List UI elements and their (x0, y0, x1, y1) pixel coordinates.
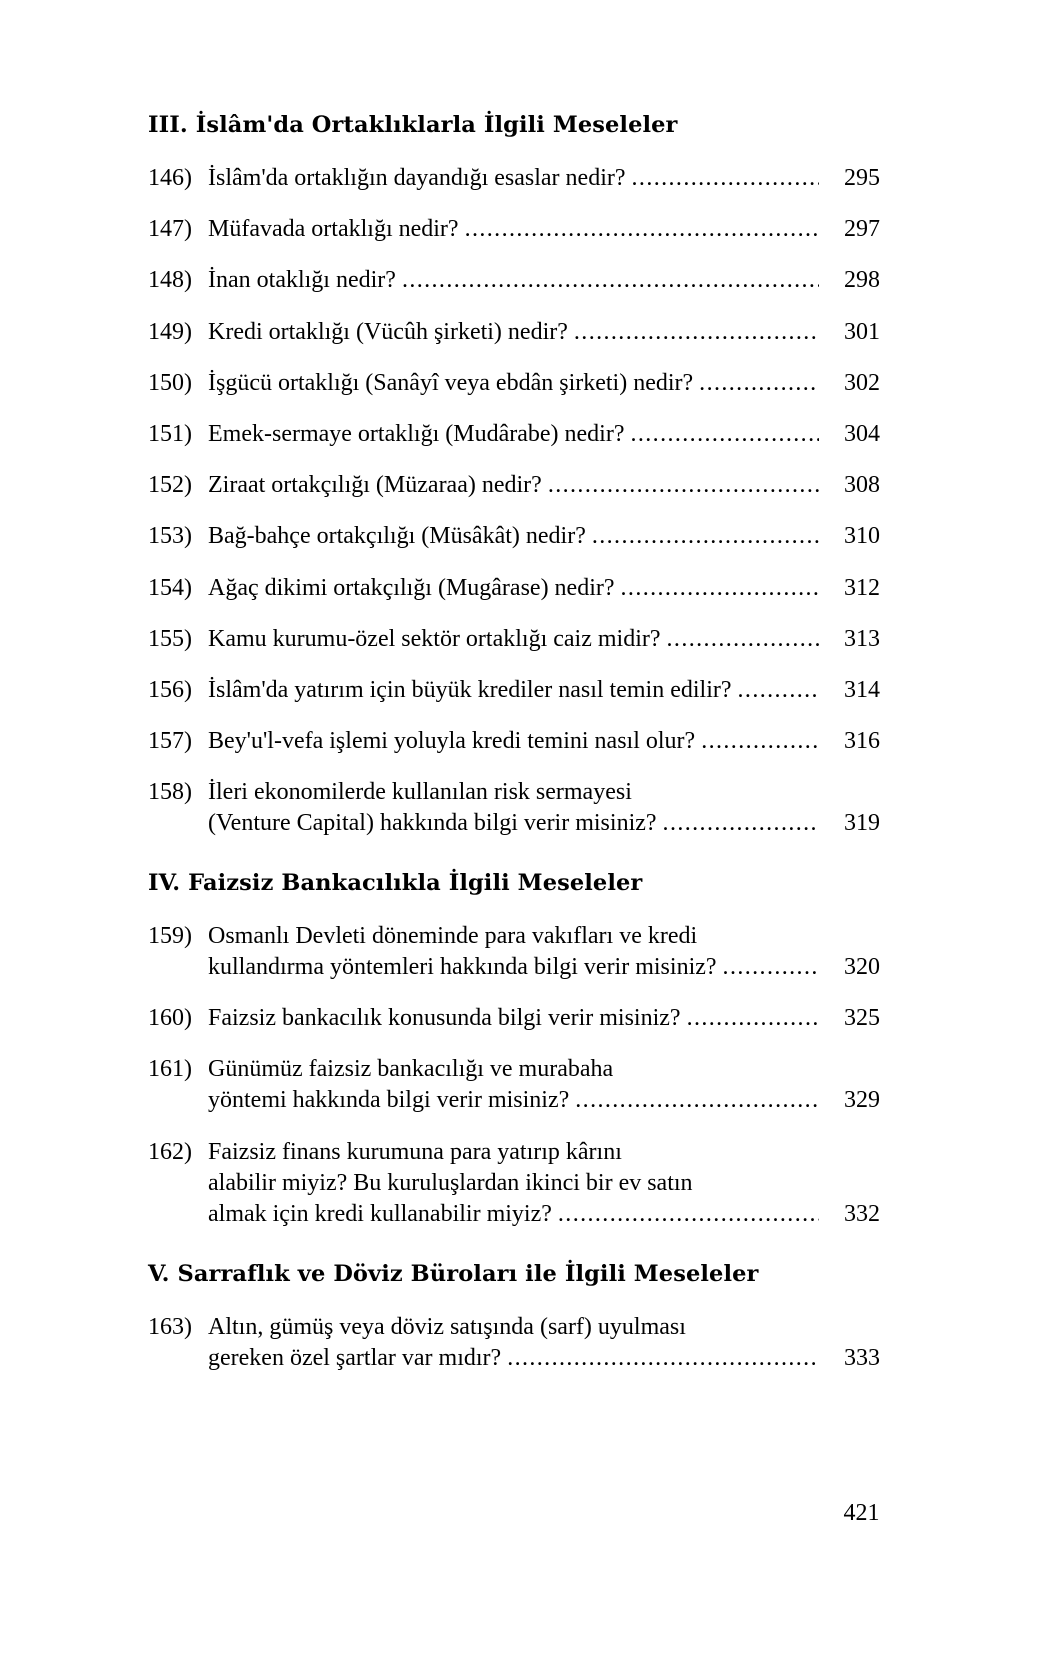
toc-page-number: 312 (844, 574, 880, 601)
section-heading: III. İslâm'da Ortaklıklarla İlgili Meseleler (148, 112, 678, 138)
toc-entry-text: Müfavada ortaklığı nedir? (208, 216, 459, 243)
leader-dots (626, 163, 819, 194)
toc-entry-text: İşgücü ortaklığı (Sanâyî veya ebdân şirketi) nedir? (208, 369, 694, 396)
toc-entry[interactable] (148, 317, 880, 348)
toc-entry-text: Bağ-bahçe ortakçılığı (Müsâkât) nedir? (208, 523, 586, 550)
toc-entry-line (208, 1168, 880, 1199)
leader-dots (615, 573, 819, 604)
toc-entry[interactable] (148, 1312, 880, 1374)
toc-entry-line (208, 265, 880, 296)
leader-dots (661, 624, 819, 655)
toc-entry-line (208, 1003, 880, 1034)
toc-entry-text: Ziraat ortakçılığı (Müzaraa) nedir? (208, 472, 542, 499)
toc-entry-number: 152) (148, 472, 192, 499)
toc-entry-line (208, 470, 880, 501)
toc-entry[interactable] (148, 214, 880, 245)
toc-entry-body (208, 265, 880, 296)
toc-entry-body (208, 521, 880, 552)
toc-entry-body (208, 726, 880, 757)
toc-entry-text: Günümüz faizsiz bankacılığı ve murabaha (208, 1056, 614, 1083)
leader-dots (568, 317, 819, 348)
toc-entry-line (208, 368, 880, 399)
toc-page-number: 304 (844, 420, 880, 447)
toc-entry-body (208, 368, 880, 399)
toc-page-number: 316 (844, 728, 880, 755)
leader-dots (552, 1199, 819, 1230)
toc-entry-line (208, 521, 880, 552)
toc-entry-text: almak için kredi kullanabilir miyiz? (208, 1200, 552, 1227)
toc-entry[interactable] (148, 675, 880, 706)
toc-entry-body (208, 1054, 880, 1116)
toc-entry[interactable] (148, 470, 880, 501)
toc-entry-number: 156) (148, 676, 192, 703)
toc-entry-body (208, 1003, 880, 1034)
toc-entry-line (208, 808, 880, 839)
leader-dots (732, 675, 819, 706)
toc-entry-number: 151) (148, 420, 192, 447)
toc-entry-text: Kamu kurumu-özel sektör ortaklığı caiz midir? (208, 625, 661, 652)
toc-entry-number: 162) (148, 1138, 192, 1165)
leader-dots (542, 470, 819, 501)
toc-entry[interactable] (148, 1003, 880, 1034)
toc-entry-line (208, 1085, 880, 1116)
toc-entry-text: kullandırma yöntemleri hakkında bilgi verir misiniz? (208, 953, 717, 980)
toc-entry-number: 155) (148, 625, 192, 652)
leader-dots (695, 726, 819, 757)
toc-entry-line (208, 317, 880, 348)
leader-dots (681, 1003, 819, 1034)
toc-entry-number: 148) (148, 267, 192, 294)
toc-entry-number: 146) (148, 165, 192, 191)
folio-value: 421 (843, 1500, 880, 1526)
section-heading: IV. Faizsiz Bankacılıkla İlgili Meseleler (148, 869, 643, 896)
toc-page-number: 332 (844, 1200, 880, 1227)
toc-page-number: 333 (844, 1345, 880, 1372)
toc-entry[interactable] (148, 163, 880, 194)
toc-page-number: 295 (844, 165, 880, 191)
toc-entry-line (208, 573, 880, 604)
toc-entry[interactable] (148, 368, 880, 399)
leader-dots (693, 368, 819, 399)
toc-entry-line (208, 952, 880, 983)
toc-entry-text: İnan otaklığı nedir? (208, 267, 396, 294)
toc-entry-body (208, 419, 880, 450)
toc-entry-line (208, 1137, 880, 1168)
toc-entry-body (208, 317, 880, 348)
toc-entry-number: 158) (148, 779, 192, 806)
toc-page-number: 320 (844, 953, 880, 980)
toc-entry-number: 147) (148, 216, 192, 243)
toc-entry-line (208, 921, 880, 952)
toc-entry[interactable] (148, 777, 880, 839)
toc-entry-line (208, 1199, 880, 1230)
leader-dots (569, 1085, 819, 1116)
toc-entry-body (208, 163, 880, 194)
toc-page-number: 298 (844, 267, 880, 294)
toc-entry-line (208, 1312, 880, 1343)
toc-entry[interactable] (148, 624, 880, 655)
toc-entry-text: (Venture Capital) hakkında bilgi verir misiniz? (208, 810, 657, 837)
toc-page-number: 302 (844, 369, 880, 396)
toc-entry-text: Altın, gümüş veya döviz satışında (sarf) uyulması (208, 1314, 686, 1341)
toc-entry-line (208, 726, 880, 757)
toc-entry-line (208, 675, 880, 706)
toc-entry-text: İleri ekonomilerde kullanılan risk sermayesi (208, 779, 632, 806)
toc-entry-number: 157) (148, 728, 192, 755)
toc-entry-line (208, 624, 880, 655)
toc-entry-body (208, 470, 880, 501)
toc-entry-number: 163) (148, 1314, 192, 1341)
toc-page-number: 325 (844, 1005, 880, 1031)
toc-entry-number: 153) (148, 523, 192, 550)
toc-entry-text: yöntemi hakkında bilgi verir misiniz? (208, 1087, 570, 1114)
toc-entry-line (208, 1343, 880, 1374)
leader-dots (396, 265, 819, 296)
toc-entry[interactable] (148, 419, 880, 450)
toc-entry[interactable] (148, 921, 880, 983)
toc-entry-line (208, 214, 880, 245)
toc-entry-line (208, 777, 880, 808)
toc-entry-body (208, 1137, 880, 1231)
toc-entry[interactable] (148, 1054, 880, 1116)
toc-entry-number: 159) (148, 922, 192, 949)
section-heading: V. Sarraflık ve Döviz Büroları ile İlgili Meseleler (148, 1261, 759, 1288)
toc-entry-body (208, 921, 880, 983)
toc-entry-number: 150) (148, 369, 192, 396)
toc-entry[interactable] (148, 726, 880, 757)
toc-entry-line (208, 419, 880, 450)
toc-entry-text: Emek-sermaye ortaklığı (Mudârabe) nedir? (208, 420, 625, 447)
leader-dots (624, 419, 819, 450)
leader-dots (586, 521, 819, 552)
leader-dots (501, 1343, 819, 1374)
toc-page-number: 297 (844, 216, 880, 243)
leader-dots (717, 952, 819, 983)
toc-page-number: 313 (844, 625, 880, 652)
toc-page-number: 310 (844, 523, 880, 550)
toc-page-number: 301 (844, 318, 880, 345)
toc-entry-text: Bey'u'l-vefa işlemi yoluyla kredi temini nasıl olur? (208, 728, 696, 755)
toc-entry-body (208, 1312, 880, 1374)
toc-entry-number: 154) (148, 574, 192, 601)
leader-dots (657, 808, 819, 839)
toc-entry[interactable] (148, 521, 880, 552)
toc-entry-body (208, 214, 880, 245)
page-folio-number (0, 1500, 1063, 1527)
toc-page-number: 314 (844, 676, 880, 703)
toc-entry-body (208, 573, 880, 604)
toc-entry-body (208, 675, 880, 706)
leader-dots (459, 214, 819, 245)
toc-entry-text: Osmanlı Devleti döneminde para vakıfları ve kredi (208, 922, 698, 949)
toc-entry[interactable] (148, 265, 880, 296)
toc-entry-body (208, 624, 880, 655)
toc-entry[interactable] (148, 1137, 880, 1231)
toc-entry-text: alabilir miyiz? Bu kuruluşlardan ikinci bir ev satın (208, 1169, 693, 1196)
toc-entry-text: gereken özel şartlar var mıdır? (208, 1345, 502, 1372)
toc-entry-text: Ağaç dikimi ortakçılığı (Mugârase) nedir? (208, 574, 615, 601)
toc-entry-text: Faizsiz finans kurumuna para yatırıp kârını (208, 1138, 622, 1165)
toc-entry-text: İslâm'da yatırım için büyük krediler nasıl temin edilir? (208, 676, 732, 703)
toc-entry-number: 149) (148, 318, 192, 345)
toc-page-number: 308 (844, 472, 880, 499)
toc-entry-number: 161) (148, 1056, 192, 1083)
table-of-contents (148, 112, 880, 1375)
toc-entry-body (208, 777, 880, 839)
toc-entry-number: 160) (148, 1005, 192, 1031)
toc-page-number: 319 (844, 810, 880, 837)
toc-entry[interactable] (148, 573, 880, 604)
toc-entry-line (208, 1054, 880, 1085)
toc-entry-text: Faizsiz bankacılık konusunda bilgi verir misiniz? (208, 1005, 681, 1031)
toc-entry-text: Kredi ortaklığı (Vücûh şirketi) nedir? (208, 318, 568, 345)
toc-entry-text: İslâm'da ortaklığın dayandığı esaslar nedir? (208, 165, 626, 191)
toc-page-number: 329 (844, 1087, 880, 1114)
toc-entry-line (208, 163, 880, 194)
